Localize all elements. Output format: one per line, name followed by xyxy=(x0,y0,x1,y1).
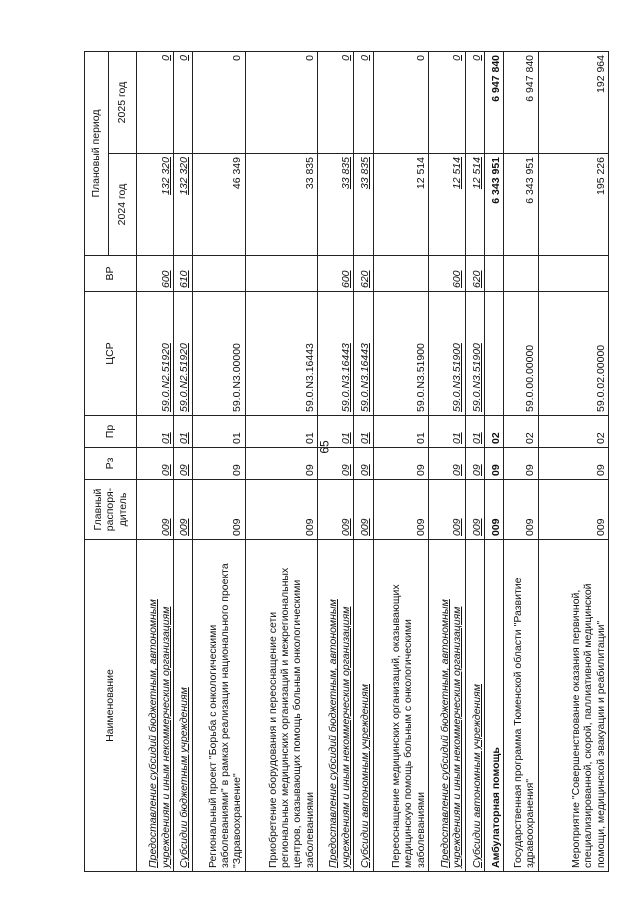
row-name: Мероприятие "Совершенствование оказания первичной, специализированной, скорой, паллиативной медицинской помощи, медицинской эвакуации и реабилитации" xyxy=(538,540,608,872)
row-amount-2024: 132 320 xyxy=(137,154,174,256)
row-admin: 009 xyxy=(428,480,465,540)
row-amount-2025: 0 xyxy=(192,52,245,154)
row-amount-2024: 6 343 951 xyxy=(485,154,504,256)
row-amount-2024: 33 835 xyxy=(245,154,318,256)
header-vr: ВР xyxy=(85,256,137,292)
row-vr xyxy=(538,256,608,292)
row-amount-2024: 33 835 xyxy=(353,154,373,256)
row-admin: 009 xyxy=(137,480,174,540)
row-rz: 09 xyxy=(192,448,245,480)
row-pr: 01 xyxy=(137,416,174,448)
table-row xyxy=(428,52,465,872)
row-vr xyxy=(245,256,318,292)
row-amount-2024: 12 514 xyxy=(465,154,485,256)
row-name: Государственная программа Тюменской области "Развитие здравоохранения" xyxy=(504,540,538,872)
row-rz: 09 xyxy=(465,448,485,480)
row-csr: 59.0.N3.16443 xyxy=(318,292,354,416)
row-rz: 09 xyxy=(173,448,192,480)
row-admin: 009 xyxy=(373,480,428,540)
header-rz: Рз xyxy=(85,448,137,480)
row-pr: 01 xyxy=(465,416,485,448)
row-amount-2024: 46 349 xyxy=(192,154,245,256)
row-rz: 09 xyxy=(137,448,174,480)
row-pr: 01 xyxy=(428,416,465,448)
row-csr: 59.0.02.00000 xyxy=(538,292,608,416)
row-amount-2025: 6 947 840 xyxy=(485,52,504,154)
row-admin: 009 xyxy=(538,480,608,540)
row-name: Предоставление субсидий бюджетным, автономным учреждениям и иным некоммерческим организациям xyxy=(137,540,174,872)
row-amount-2024: 33 835 xyxy=(318,154,354,256)
header-planned-period: Плановый период xyxy=(85,52,109,256)
header-csr: ЦСР xyxy=(85,292,137,416)
row-admin: 009 xyxy=(465,480,485,540)
row-amount-2024: 12 514 xyxy=(428,154,465,256)
row-vr xyxy=(504,256,538,292)
row-amount-2025: 0 xyxy=(318,52,354,154)
row-pr: 01 xyxy=(245,416,318,448)
table-row xyxy=(538,52,608,872)
row-csr: 59.0.N2.51920 xyxy=(173,292,192,416)
table-row xyxy=(465,52,485,872)
table-row xyxy=(192,52,245,872)
row-rz: 09 xyxy=(504,448,538,480)
header-year-2024: 2024 год xyxy=(109,154,137,256)
row-admin: 009 xyxy=(318,480,354,540)
row-csr: 59.0.N3.51900 xyxy=(373,292,428,416)
row-csr xyxy=(485,292,504,416)
row-amount-2025: 0 xyxy=(245,52,318,154)
row-rz: 09 xyxy=(485,448,504,480)
row-admin: 009 xyxy=(353,480,373,540)
row-amount-2025: 0 xyxy=(465,52,485,154)
row-rz: 09 xyxy=(353,448,373,480)
budget-table xyxy=(84,51,609,872)
row-vr: 600 xyxy=(137,256,174,292)
row-amount-2025: 0 xyxy=(373,52,428,154)
row-name: Переоснащение медицинских организаций, оказывающих медицинскую помощь больным с онкологическими заболеваниями xyxy=(373,540,428,872)
row-rz: 09 xyxy=(245,448,318,480)
row-admin: 009 xyxy=(173,480,192,540)
row-amount-2024: 6 343 951 xyxy=(504,154,538,256)
row-name: Предоставление субсидий бюджетным, автономным учреждениям и иным некоммерческим организациям xyxy=(318,540,354,872)
header-pr: Пр xyxy=(85,416,137,448)
row-amount-2024: 12 514 xyxy=(373,154,428,256)
row-vr: 620 xyxy=(353,256,373,292)
row-csr: 59.0.N3.00000 xyxy=(192,292,245,416)
row-amount-2025: 0 xyxy=(137,52,174,154)
row-vr xyxy=(192,256,245,292)
row-vr: 610 xyxy=(173,256,192,292)
row-pr: 01 xyxy=(373,416,428,448)
row-vr xyxy=(373,256,428,292)
row-rz: 09 xyxy=(428,448,465,480)
row-amount-2024: 195 226 xyxy=(538,154,608,256)
row-admin: 009 xyxy=(504,480,538,540)
header-admin: Главный распоря-дитель xyxy=(85,480,137,540)
row-name: Субсидии автономным учреждениям xyxy=(465,540,485,872)
row-amount-2025: 0 xyxy=(428,52,465,154)
row-name: Приобретение оборудования и переоснащение сети региональных медицинских организаций и межрегиональных центров, оказывающих помощь больным онкологическими заболеваниями xyxy=(245,540,318,872)
row-rz: 09 xyxy=(373,448,428,480)
table-row xyxy=(504,52,538,872)
row-pr: 01 xyxy=(192,416,245,448)
row-vr: 600 xyxy=(428,256,465,292)
row-pr: 02 xyxy=(485,416,504,448)
row-pr: 01 xyxy=(353,416,373,448)
row-vr xyxy=(485,256,504,292)
row-amount-2025: 6 947 840 xyxy=(504,52,538,154)
row-name: Региональный проект "Борьба с онкологическими заболеваниями" в рамках реализации национального проекта "Здравоохранение" xyxy=(192,540,245,872)
table-body xyxy=(137,52,609,872)
row-csr: 59.0.N3.16443 xyxy=(245,292,318,416)
row-csr: 59.0.N3.51900 xyxy=(465,292,485,416)
row-csr: 59.0.00.00000 xyxy=(504,292,538,416)
row-amount-2025: 0 xyxy=(353,52,373,154)
page-number: 65 xyxy=(317,440,332,454)
row-vr: 600 xyxy=(318,256,354,292)
row-pr: 02 xyxy=(504,416,538,448)
header-year-2025: 2025 год xyxy=(109,52,137,154)
row-name: Субсидии автономным учреждениям xyxy=(353,540,373,872)
row-csr: 59.0.N2.51920 xyxy=(137,292,174,416)
row-admin: 009 xyxy=(192,480,245,540)
row-pr: 02 xyxy=(538,416,608,448)
row-pr: 01 xyxy=(173,416,192,448)
table-row xyxy=(318,52,354,872)
row-csr: 59.0.N3.51900 xyxy=(428,292,465,416)
table-row xyxy=(173,52,192,872)
row-name: Субсидии бюджетным учреждениям xyxy=(173,540,192,872)
row-admin: 009 xyxy=(485,480,504,540)
row-admin: 009 xyxy=(245,480,318,540)
row-amount-2025: 192 964 xyxy=(538,52,608,154)
row-pr: 01 xyxy=(318,416,354,448)
row-name: Предоставление субсидий бюджетным, автономным учреждениям и иным некоммерческим организациям xyxy=(428,540,465,872)
table-row xyxy=(485,52,504,872)
row-rz: 09 xyxy=(318,448,354,480)
header-name: Наименование xyxy=(85,540,137,872)
table-row xyxy=(373,52,428,872)
row-amount-2024: 132 320 xyxy=(173,154,192,256)
row-amount-2025: 0 xyxy=(173,52,192,154)
table-row xyxy=(353,52,373,872)
table-row xyxy=(137,52,174,872)
budget-table-rotated xyxy=(84,52,609,872)
table-row xyxy=(245,52,318,872)
row-csr: 59.0.N3.16443 xyxy=(353,292,373,416)
row-vr: 620 xyxy=(465,256,485,292)
row-name: Амбулаторная помощь xyxy=(485,540,504,872)
row-rz: 09 xyxy=(538,448,608,480)
